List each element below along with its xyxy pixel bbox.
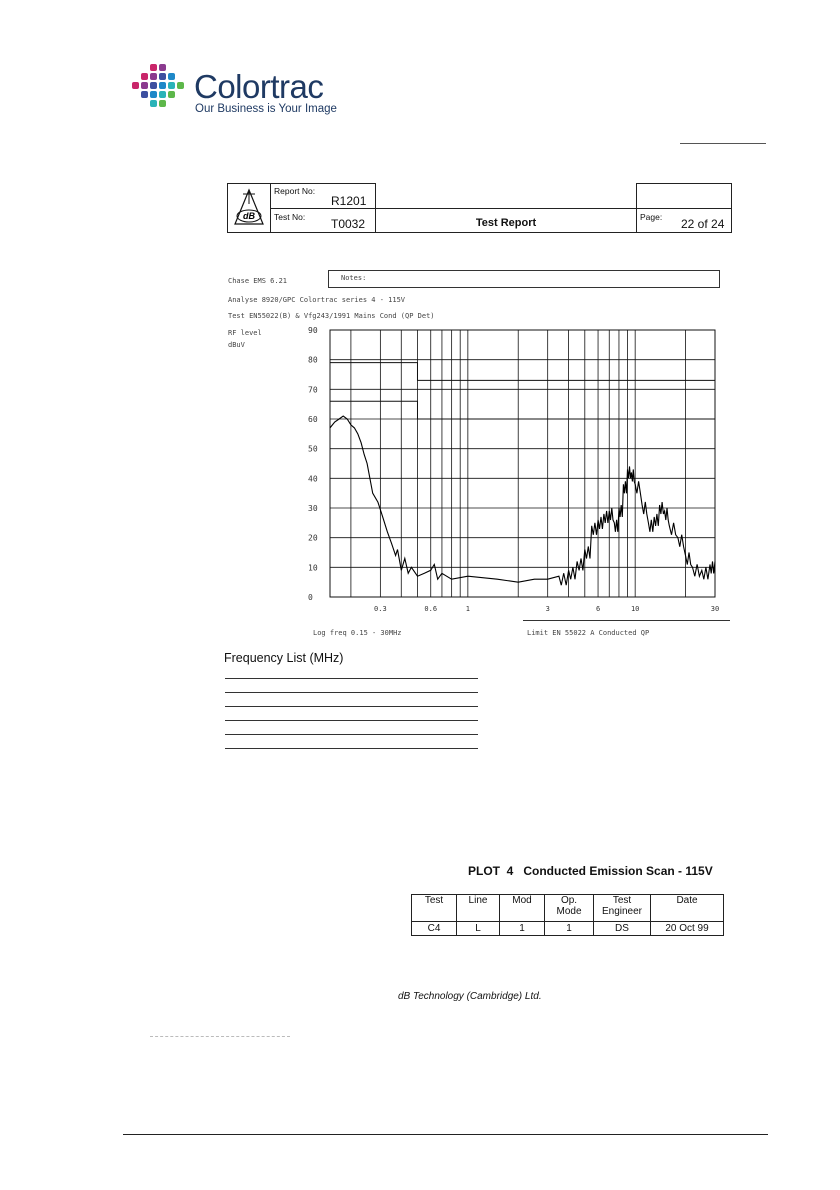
frequency-cell	[225, 679, 288, 693]
x-tick-label: 1	[465, 605, 470, 613]
logo-dot	[132, 82, 139, 89]
y-tick-label: 40	[308, 474, 318, 484]
analyse-line: Analyse 8920/GPC Colortrac series 4 - 115V	[228, 296, 406, 304]
logo-dot	[168, 82, 175, 89]
y-tick-label: 10	[308, 563, 318, 573]
emission-series-line	[330, 416, 715, 585]
frequency-cell	[352, 679, 415, 693]
frequency-cell	[288, 707, 351, 721]
y-tick-label: 0	[308, 593, 313, 602]
engineer-value: DS	[594, 922, 651, 936]
faint-mark	[150, 1036, 290, 1038]
db-badge-cell	[227, 183, 271, 233]
logo-dot	[141, 91, 148, 98]
frequency-row	[225, 707, 478, 721]
logo-dot	[159, 91, 166, 98]
emission-chart	[295, 320, 735, 645]
limit-lines	[330, 363, 715, 419]
frequency-cell	[415, 721, 478, 735]
frequency-row	[225, 679, 478, 693]
test-line: Test EN55022(B) & Vfg243/1991 Mains Cond (QP Det)	[228, 312, 435, 320]
frequency-cell	[415, 679, 478, 693]
db-logo-icon	[228, 184, 270, 232]
y-tick-label: 60	[308, 415, 318, 424]
frequency-cell	[352, 707, 415, 721]
colortrac-logo	[132, 62, 342, 122]
frequency-row	[225, 735, 478, 749]
test-no-label: Test No:	[274, 212, 306, 222]
units-label: dBuV	[228, 341, 245, 349]
x-tick-label: 3	[545, 605, 550, 613]
header-rule	[680, 143, 766, 144]
col-line-header: Line	[457, 895, 500, 922]
logo-dot	[159, 73, 166, 80]
frequency-row	[225, 693, 478, 707]
logo-dot	[159, 100, 166, 107]
logo-dot	[150, 64, 157, 71]
frequency-cell	[352, 721, 415, 735]
db-badge-text: dB	[243, 211, 255, 221]
x-tick-label: 0.3	[374, 605, 387, 613]
plot-title: PLOT 4 Conducted Emission Scan - 115V	[468, 864, 713, 878]
rf-level-label: RF level	[228, 329, 262, 337]
limit-label: Limit EN 55022 A Conducted QP	[527, 629, 650, 637]
report-title-cell	[375, 208, 637, 233]
log-freq-label: Log freq 0.15 - 30MHz	[313, 629, 402, 637]
frequency-row	[225, 721, 478, 735]
y-axis-ticks	[308, 326, 318, 602]
line-value: L	[457, 922, 500, 936]
x-axis-ticks	[374, 605, 719, 613]
opmode-value: 1	[545, 922, 594, 936]
col-engineer-header: Test Engineer	[594, 895, 651, 922]
date-value: 20 Oct 99	[651, 922, 724, 936]
y-tick-label: 50	[308, 444, 318, 454]
limit-rule	[523, 620, 730, 621]
report-title: Test Report	[475, 217, 537, 229]
page-blank-cell	[636, 183, 732, 209]
page-cell	[636, 208, 732, 233]
test-no-value: T0032	[331, 217, 366, 231]
logo-dot	[168, 73, 175, 80]
limit-line-qp	[330, 363, 715, 381]
frequency-cell	[288, 735, 351, 749]
test-no-cell	[270, 208, 376, 233]
frequency-cell	[352, 735, 415, 749]
y-tick-label: 30	[308, 504, 318, 513]
mod-value: 1	[500, 922, 545, 936]
col-mod-header: Mod	[500, 895, 545, 922]
company-name: dB Technology (Cambridge) Ltd.	[398, 991, 542, 1002]
frequency-list-title: Frequency List (MHz)	[224, 651, 344, 665]
limit-line-avg	[330, 401, 715, 419]
x-tick-label: 6	[595, 605, 601, 613]
frequency-cell	[415, 693, 478, 707]
report-no-label: Report No:	[274, 186, 316, 196]
y-tick-label: 20	[308, 533, 318, 543]
software-version: Chase EMS 6.21	[228, 277, 288, 285]
logo-dot	[150, 73, 157, 80]
frequency-cell	[288, 693, 351, 707]
report-header-box	[227, 183, 732, 233]
frequency-cell	[415, 707, 478, 721]
frequency-cell	[225, 707, 288, 721]
frequency-cell	[288, 721, 351, 735]
frequency-cell	[415, 735, 478, 749]
notes-box	[328, 270, 720, 288]
logo-tagline: Our Business is Your Image	[195, 103, 337, 115]
y-tick-label: 90	[308, 326, 318, 335]
notes-label: Notes:	[341, 274, 367, 282]
test-value: C4	[412, 922, 457, 936]
logo-dot	[177, 82, 184, 89]
x-tick-label: 10	[630, 605, 640, 613]
footer-rule	[123, 1134, 768, 1135]
logo-dot	[159, 82, 166, 89]
col-date-header: Date	[651, 895, 724, 922]
logo-wordmark: Colortrac	[194, 68, 324, 105]
logo-dot	[159, 64, 166, 71]
frequency-list-table	[225, 678, 478, 749]
col-opmode-header: Op. Mode	[545, 895, 594, 922]
frequency-cell	[225, 693, 288, 707]
plot-info-table	[411, 894, 724, 936]
emission-trace	[330, 416, 715, 585]
page-label: Page:	[640, 212, 663, 222]
report-no-cell	[270, 183, 376, 209]
frequency-cell	[288, 679, 351, 693]
page-value: 22 of 24	[681, 217, 725, 231]
frequency-cell	[225, 721, 288, 735]
logo-dot	[168, 91, 175, 98]
col-test-header: Test	[412, 895, 457, 922]
report-no-value: R1201	[331, 194, 367, 208]
chart-grid	[330, 330, 715, 597]
y-tick-label: 80	[308, 355, 318, 365]
logo-dot	[141, 82, 148, 89]
logo-dot	[150, 91, 157, 98]
logo-dot	[150, 100, 157, 107]
frequency-cell	[352, 693, 415, 707]
frequency-cell	[225, 735, 288, 749]
plot-area-frame	[330, 330, 715, 597]
logo-dot	[150, 82, 157, 89]
logo-dot	[141, 73, 148, 80]
x-tick-label: 0.6	[424, 605, 438, 613]
x-tick-label: 30	[710, 605, 720, 613]
y-tick-label: 70	[308, 385, 318, 395]
